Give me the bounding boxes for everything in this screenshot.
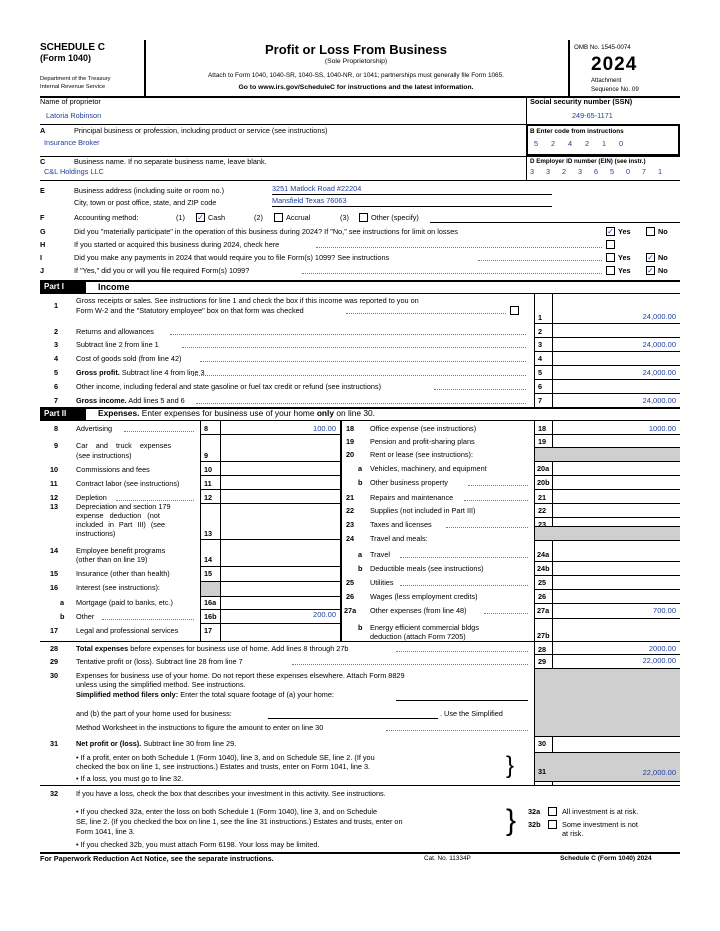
goto-instructions: Go to www.irs.gov/ScheduleC for instructions and the latest information. xyxy=(238,84,474,91)
line7-amount[interactable]: 24,000.00 xyxy=(642,396,676,405)
line20-label: Rent or lease (see instructions): xyxy=(370,450,474,459)
line-e-label2: City, town or post office, state, and ZIP code xyxy=(74,198,217,207)
line28-amount[interactable]: 2000.00 xyxy=(648,644,676,653)
line32-text4: • If you checked 32b, you must attach Form 6198. Your loss may be limited. xyxy=(76,840,320,849)
schedule-c-form: SCHEDULE C (Form 1040) Department of the Treasury Internal Revenue Service Profit or Loss From Business (Sole Proprietorship) Attach to Form 1040, 1040-SR, 1040-SS, 1040-NR, or 1041; partnerships must generally file Form 1065. Go to www.irs.gov/ScheduleC for instructions and the latest information. OMB No. 1545-0074 2024 Attachment Sequence No. 09 Name of proprietor Latoria Robinson Social security number (SSN) 249-65-1171 A Principal business or profession, including product or service (see instructions) Insurance Broker B Enter code from instructions 5 2 4 2 1 0 C Business name. If no separate business name, leave blank. C&L Holdings LLC D Employer ID number (EIN) (see instr.) 3 3 2 3 6 5 0 7 1 E Business address (including suite or room no.) 3251 Matlock Road #22204 City, town or post office, state, and ZIP code Mansfield Texas 76063 F Accounting method: (1) ✓ Cash (2) Accrual (3) Other (specify) G Did you "materially participate" in the operation of this business during 2024? If "No," see instructions for limit on losses ✓ Yes No H If you started or acquired this business during 2024, check here I Did you make any payments in 2024 that would require you to file Form(s) 1099? See instructions Yes ✓ No J If "Yes," did you or will you file required Form(s) 1099? Yes ✓ No Part I Income 1 Gross receipts or sales. See instructions for line 1 and check the box if this income was reported to you on Form W-2 and the "Statutory employee" box on that form was checked 1 24,000.00 2 Returns and allowances 2 3 Subtract line 2 from line 1 3 24,000.00 4 Cost of goods sold (from line 42) 4 5 Gross profit. Subtract line 4 from line 3 5 24,000.00 6 Other income, including federal and state gasoline or fuel tax credit or refund (see instructions) 6 7 Gross income. Add lines 5 and 6 7 24,000.00 Part II Expenses. Enter expenses for business use of your home only on line 30. 8 Advertising 8 100.00 9 Car and truck expenses (see instructions) 9 10 Commissions and fees 10 11 Contract labor (see instructions) 11 12 Depletion 12 13 Depreciation and section 179 expense deduction (not included in Part III) (see instructions) 13 14 Employee benefit programs (other than on line 19) 14 15 Insurance (other than health) 15 16 Interest (see instructions): a Mortgage (paid to banks, etc.) 16a b Other 16b 200.00 17 Legal and professional services 17 18 Office expense (see instructions) 18 1000.00 19 Pension and profit-sharing plans 19 20 Rent or lease (see instructions): a Vehicles, machinery, and equipment 20a b Other business property 20b 21 Repairs and maintenance 21 22 Supplies (not included in Part III) 22 23 Taxes and licenses 23 24 Travel and meals: a Travel 24a b Deductible meals (see instructions) 24b 25 Utilities 25 26 Wages (less employment credits) 26 27a Other expenses (from line 48) 27a 700.00 b Energy efficient commercial bldgs deduction (attach Form 7205) 27b 28 Total expenses before expenses for business use of home. Add lines 8 through 27b 28 2000.00 29 Tentative profit or (loss). Subtract line 28 from line 7 29 22,000.00 30 Expenses for business use of your home. Do not report these expenses elsewhere. Attach Form 8829 unless using the simplified method. See instructions. Simplified method filers only: Enter the total square footage of (a) your home: and (b) the part of your home used for business: . Use the Simplified Method Worksheet in the instructions to figure the amount to enter on line 30 30 31 Net profit or (loss). Subtract line 30 from line 29. • If a profit, enter on both Schedule 1 (Form 1040), line 3, and on Schedule SE, line 2. (If you checked the box on line 1, see instructions.) Estates and trusts, enter on Form 1041, line 3. • If a loss, you must go to line 32. } 31 22,000.00 32 If you have a loss, check the box that describes your investment in this activity. See instructions. • If you checked 32a, enter the loss on both Schedule 1 (Form 1040), line 3, and on Schedule SE, line 2. (If you checked the box on line 1, see the line 31 instructions.) Estates and trusts, enter on Form 1041, line 3. • If you checked 32b, you must attach Form 6198. Your loss may be limited. } 32a All investment is at risk. 32b Some investment is not at risk. For Paperwork Reduction Act Notice, see the separate instructions. Cat. No. 11334P Schedule C (Form 1040) 2024 xyxy=(40,40,680,898)
g-yes-checkbox[interactable]: ✓ xyxy=(607,227,614,236)
cash-checkbox[interactable]: ✓ xyxy=(197,213,204,222)
line32-text1: • If you checked 32a, enter the loss on both Schedule 1 (Form 1040), line 3, and on Schedule xyxy=(76,807,378,816)
line5-amount[interactable]: 24,000.00 xyxy=(642,368,676,377)
line8-label: Advertising xyxy=(76,424,113,433)
brace-31: } xyxy=(506,752,515,779)
line4-label: Cost of goods sold (from line 42) xyxy=(76,354,182,363)
accrual-checkbox[interactable] xyxy=(274,213,283,222)
i-no-checkbox[interactable]: ✓ xyxy=(647,253,654,262)
line32-label: If you have a loss, check the box that describes your investment in this activity. See instructions. xyxy=(76,789,386,798)
line11-label: Contract labor (see instructions) xyxy=(76,479,180,488)
line30-text4: and (b) the part of your home used for business: xyxy=(76,709,232,718)
line28-bold: Total expenses xyxy=(76,644,129,653)
g-no-checkbox[interactable] xyxy=(646,227,655,236)
attach-instructions: Attach to Form 1040, 1040-SR, 1040-SS, 1040-NR, or 1041; partnerships must generally file Form 1065. xyxy=(208,72,504,79)
j-no-checkbox[interactable]: ✓ xyxy=(647,266,654,275)
home-sqft-field[interactable] xyxy=(396,700,528,701)
line-f-letter: F xyxy=(40,213,45,222)
line32b-label2: at risk. xyxy=(562,829,584,838)
business-sqft-field[interactable] xyxy=(268,718,438,719)
line-c-letter: C xyxy=(40,157,46,166)
part2-desc1: Enter expenses for business use of your home xyxy=(141,408,315,418)
ssn-value[interactable]: 249-65-1171 xyxy=(572,111,613,120)
ein-value[interactable]: 3 3 2 3 6 5 0 7 1 xyxy=(530,167,663,176)
schedule-name: SCHEDULE C xyxy=(40,42,106,53)
line1-text2: Form W-2 and the "Statutory employee" box on that form was checked xyxy=(76,306,304,315)
line-h-label: If you started or acquired this business during 2024, check here xyxy=(74,240,280,249)
dept-treasury: Department of the Treasury xyxy=(40,76,111,82)
line26-label: Wages (less employment credits) xyxy=(370,592,478,601)
line12-label: Depletion xyxy=(76,493,107,502)
statutory-employee-checkbox[interactable] xyxy=(510,306,519,315)
line20b-label: Other business property xyxy=(370,478,448,487)
line13-label3: included in Part III) (see xyxy=(76,520,166,529)
line-e-label1: Business address (including suite or room no.) xyxy=(74,186,225,195)
j-no-label: No xyxy=(658,266,668,275)
line-a-label: Principal business or profession, including product or service (see instructions) xyxy=(74,126,328,135)
line29-label: Tentative profit or (loss). Subtract line 28 from line 7 xyxy=(76,657,243,666)
line8-amount[interactable]: 100.00 xyxy=(313,424,336,433)
line24-label: Travel and meals: xyxy=(370,534,428,543)
line-g-label: Did you "materially participate" in the operation of this business during 2024? If "No," see instructions for limit on losses xyxy=(74,227,458,236)
ssn-label: Social security number (SSN) xyxy=(530,97,633,106)
line24a-label: Travel xyxy=(370,550,391,559)
part2-desc2: on line 30. xyxy=(336,408,376,418)
line18-label: Office expense (see instructions) xyxy=(370,424,477,433)
line-j-label: If "Yes," did you or will you file required Form(s) 1099? xyxy=(74,266,250,275)
business-name[interactable]: C&L Holdings LLC xyxy=(44,167,104,176)
opt3: (3) xyxy=(340,213,349,222)
line31-bold: Net profit or (loss). xyxy=(76,739,142,748)
line9-label1: Car and truck expenses xyxy=(76,441,172,450)
line5-bold: Gross profit. xyxy=(76,368,120,377)
footer-form-id: Schedule C (Form 1040) 2024 xyxy=(560,855,652,862)
line23-label: Taxes and licenses xyxy=(370,520,432,529)
some-not-at-risk-checkbox[interactable] xyxy=(548,820,557,829)
other-specify-field[interactable] xyxy=(430,222,680,223)
footer-cat: Cat. No. 11334P xyxy=(424,855,471,862)
business-city[interactable]: Mansfield Texas 76063 xyxy=(272,197,552,207)
line30-text3: Enter the total square footage of (a) your home: xyxy=(180,690,334,699)
sequence-number: Sequence No. 09 xyxy=(591,86,639,93)
line1-text1: Gross receipts or sales. See instructions for line 1 and check the box if this income was reported to you on xyxy=(76,296,419,305)
line27b-label2: deduction (attach Form 7205) xyxy=(370,632,466,641)
line13-label1: Depreciation and section 179 xyxy=(76,502,171,511)
line13-label4: instructions) xyxy=(76,529,116,538)
line27b-label1: Energy efficient commercial bldgs xyxy=(370,623,479,632)
i-yes-checkbox[interactable] xyxy=(606,253,615,262)
accrual-label: Accrual xyxy=(286,213,311,222)
line3-amount[interactable]: 24,000.00 xyxy=(642,340,676,349)
irs-label: Internal Revenue Service xyxy=(40,84,106,90)
line13-label2: expense deduction (not xyxy=(76,511,160,520)
omb-number: OMB No. 1545-0074 xyxy=(574,44,631,51)
all-at-risk-checkbox[interactable] xyxy=(548,807,557,816)
line32a-label: All investment is at risk. xyxy=(562,807,639,816)
part2-tag: Part II xyxy=(40,408,86,420)
line6-label: Other income, including federal and state gasoline or fuel tax credit or refund (see instructions) xyxy=(76,382,382,391)
line17-label: Legal and professional services xyxy=(76,626,179,635)
brace-32: } xyxy=(506,804,517,837)
form-title: Profit or Loss From Business xyxy=(264,42,448,57)
line-d-label: D Employer ID number (EIN) (see instr.) xyxy=(530,158,646,165)
line14-label2: (other than on line 19) xyxy=(76,555,148,564)
line-i-letter: I xyxy=(40,253,43,262)
line16b-amount[interactable]: 200.00 xyxy=(313,610,336,619)
opt1: (1) xyxy=(176,213,185,222)
line19-label: Pension and profit-sharing plans xyxy=(370,437,475,446)
h-checkbox[interactable] xyxy=(606,240,615,249)
line-j-letter: J xyxy=(40,266,45,275)
line30-text4b: . Use the Simplified xyxy=(440,709,503,718)
proprietor-name[interactable]: Latoria Robinson xyxy=(46,111,102,120)
line16a-label: Mortgage (paid to banks, etc.) xyxy=(76,598,173,607)
line32b-label1: Some investment is not xyxy=(562,820,638,829)
accounting-method-label: Accounting method: xyxy=(74,213,139,222)
line21-label: Repairs and maintenance xyxy=(370,493,454,502)
line20a-label: Vehicles, machinery, and equipment xyxy=(370,464,487,473)
part1-title: Income xyxy=(98,282,130,292)
j-yes-checkbox[interactable] xyxy=(606,266,615,275)
tax-year: 2024 xyxy=(591,54,638,75)
line-a-letter: A xyxy=(40,126,46,135)
line28-label: before expenses for business use of home. Add lines 8 through 27b xyxy=(130,644,349,653)
part2-only: only xyxy=(316,408,335,418)
line10-label: Commissions and fees xyxy=(76,465,150,474)
line30-text1: Expenses for business use of your home. Do not report these expenses elsewhere. Attach Form 8829 xyxy=(76,671,405,680)
line31-label: Subtract line 30 from line 29. xyxy=(143,739,237,748)
line9-label2: (see instructions) xyxy=(76,451,132,460)
line7-bold: Gross income. xyxy=(76,396,127,405)
line15-label: Insurance (other than health) xyxy=(76,569,170,578)
line30-text2: unless using the simplified method. See instructions. xyxy=(76,680,246,689)
other-method-checkbox[interactable] xyxy=(359,213,368,222)
line1-amount[interactable]: 24,000.00 xyxy=(642,312,676,321)
line2-label: Returns and allowances xyxy=(76,327,154,336)
line24b-label: Deductible meals (see instructions) xyxy=(370,564,484,573)
opt2: (2) xyxy=(254,213,263,222)
line31-text3: • If a loss, you must go to line 32. xyxy=(76,774,184,783)
footer-paperwork: For Paperwork Reduction Act Notice, see the separate instructions. xyxy=(40,854,274,863)
line-i-label: Did you make any payments in 2024 that would require you to file Form(s) 1099? See instructions xyxy=(74,253,390,262)
line-c-label: Business name. If no separate business name, leave blank. xyxy=(74,157,267,166)
line7-label: Add lines 5 and 6 xyxy=(128,396,185,405)
proprietor-name-label: Name of proprietor xyxy=(40,97,101,106)
part2-title: Expenses. xyxy=(98,408,140,418)
i-no-label: No xyxy=(658,253,668,262)
form-ref: (Form 1040) xyxy=(40,53,92,63)
line-h-letter: H xyxy=(40,240,46,249)
form-subtitle: (Sole Proprietorship) xyxy=(324,58,388,65)
part1-tag: Part I xyxy=(40,281,86,293)
line31-text1: • If a profit, enter on both Schedule 1 (Form 1040), line 3, and on Schedule SE, line 2. (If you xyxy=(76,753,375,762)
g-no-label: No xyxy=(658,227,668,236)
line31-text2: checked the box on line 1, see instructions.) Estates and trusts, enter on Form 1041, line 3. xyxy=(76,762,371,771)
line-g-letter: G xyxy=(40,227,46,236)
business-code[interactable]: 5 2 4 2 1 0 xyxy=(534,139,624,148)
other-label: Other (specify) xyxy=(371,213,419,222)
line3-label: Subtract line 2 from line 1 xyxy=(76,340,159,349)
line30-text5: Method Worksheet in the instructions to figure the amount to enter on line 30 xyxy=(76,723,324,732)
line32-text3: Form 1041, line 3. xyxy=(76,827,135,836)
attachment-label: Attachment xyxy=(591,78,622,84)
line-b-label: B Enter code from instructions xyxy=(530,128,624,135)
i-yes-label: Yes xyxy=(618,253,631,262)
line27a-label: Other expenses (from line 48) xyxy=(370,606,467,615)
j-yes-label: Yes xyxy=(618,266,631,275)
business-address[interactable]: 3251 Matlock Road #22204 xyxy=(272,185,552,195)
cash-label: Cash xyxy=(208,213,226,222)
line32-text2: SE, line 2. (If you checked the box on line 1, see the line 31 instructions.) Estates and trusts, enter on xyxy=(76,817,403,826)
line16b-label: Other xyxy=(76,612,95,621)
line14-label1: Employee benefit programs xyxy=(76,546,166,555)
line30-simplified: Simplified method filers only: xyxy=(76,690,179,699)
line22-label: Supplies (not included in Part III) xyxy=(370,506,476,515)
line5-label: Subtract line 4 from line 3 xyxy=(121,368,205,377)
line29-amount[interactable]: 22,000.00 xyxy=(642,656,676,665)
line27a-amount[interactable]: 700.00 xyxy=(653,606,676,615)
line18-amount[interactable]: 1000.00 xyxy=(648,424,676,433)
g-yes-label: Yes xyxy=(618,227,631,236)
principal-business[interactable]: Insurance Broker xyxy=(44,138,100,147)
line-e-letter: E xyxy=(40,186,45,195)
line16-label: Interest (see instructions): xyxy=(76,583,160,592)
line31-amount[interactable]: 22,000.00 xyxy=(642,768,676,777)
line25-label: Utilities xyxy=(370,578,394,587)
